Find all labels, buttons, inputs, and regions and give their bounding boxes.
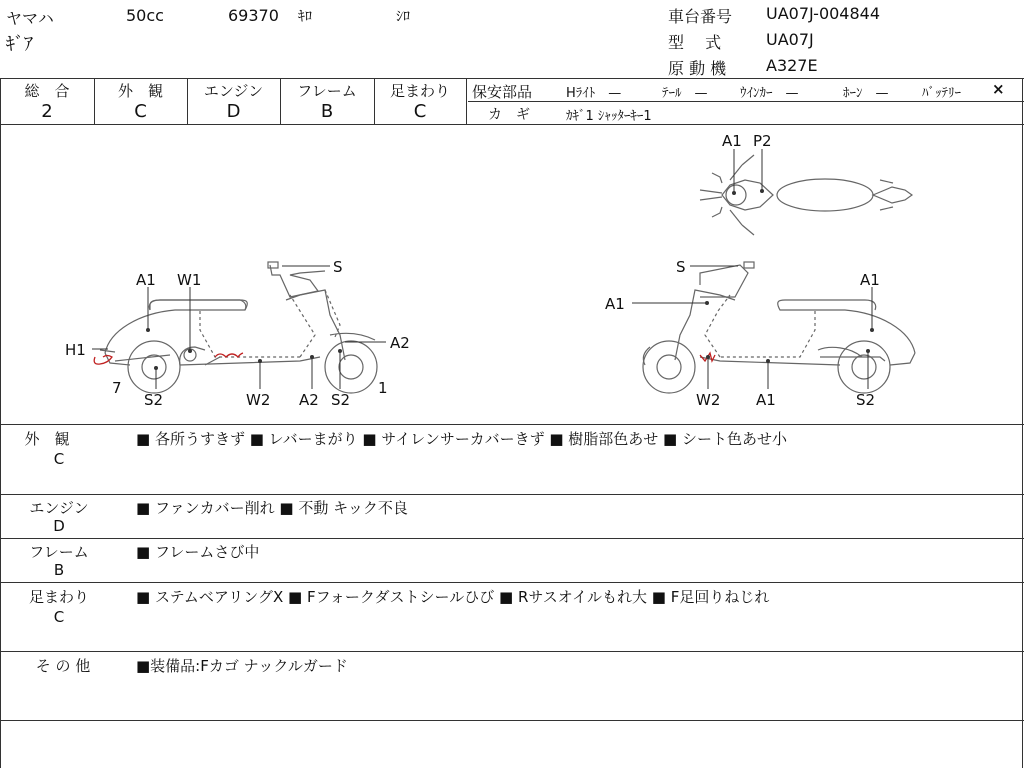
grade-engine-value: D (226, 101, 241, 122)
note-exterior-label: 外 観 (24, 430, 70, 448)
safety-horn: ﾎｰﾝ — (843, 86, 889, 101)
divider (0, 424, 1024, 425)
grade-exterior-label: 外 観 (117, 82, 163, 100)
note-engine-text: ■ ファンカバー削れ ■ 不動 キック不良 (136, 499, 408, 517)
safety-battery: ﾊﾞｯﾃﾘｰ (922, 86, 961, 101)
label-a1: A1 (722, 132, 742, 150)
grade-frame-value: B (320, 101, 334, 122)
model-code-label: 型 式 (668, 33, 722, 52)
grade-suspension-label: 足まわり (389, 82, 450, 100)
note-exterior-grade: C (53, 450, 65, 468)
safety-label: 保安部品 (472, 83, 533, 101)
note-engine-grade: D (53, 517, 65, 535)
mileage-unit: ｷﾛ (298, 9, 312, 25)
label-s: S (333, 258, 343, 276)
divider (0, 720, 1024, 721)
note-suspension-grade: C (53, 608, 65, 626)
grade-overall-label: 総 合 (24, 82, 70, 100)
label-h1: H1 (65, 341, 86, 359)
model-name: ｷﾞｱ (6, 34, 33, 55)
label-a1: A1 (756, 391, 776, 409)
safety-winker: ｳｲﾝｶｰ — (740, 86, 799, 101)
label-w2: W2 (696, 391, 721, 409)
maker: ヤマハ (6, 9, 54, 28)
engine-label: 原 動 機 (668, 59, 727, 78)
note-suspension-text: ■ ステムベアリングX ■ Fフォークダストシールひび ■ Rサスオイルもれ大 ■ F足回りねじれ (136, 588, 770, 606)
divider (466, 78, 467, 124)
key-label: カ ギ (488, 107, 530, 123)
mileage: 69370 (228, 6, 279, 25)
label-a2: A2 (299, 391, 319, 409)
note-exterior-text: ■ 各所うすきず ■ レバーまがり ■ サイレンサーカバーきず ■ 樹脂部色あせ ■ シート色あせ小 (136, 430, 788, 448)
label-s2: S2 (331, 391, 351, 409)
divider (0, 651, 1024, 652)
label-s2: S2 (144, 391, 164, 409)
note-frame-text: ■ フレームさび中 (136, 543, 260, 561)
scooter-top-view (700, 155, 912, 235)
note-frame-label: フレーム (29, 543, 89, 561)
frame-no-label: 車台番号 (668, 7, 733, 26)
label-a1: A1 (136, 271, 156, 289)
frame-no: UA07J-004844 (766, 4, 881, 23)
model-code: UA07J (766, 30, 814, 49)
divider (0, 582, 1024, 583)
divider (0, 494, 1024, 495)
color: ｼﾛ (396, 9, 410, 25)
damage-diagram (0, 125, 1024, 424)
label-a2: A2 (390, 334, 410, 352)
grade-exterior-value: C (134, 101, 147, 122)
safety-tail: ﾃｰﾙ — (662, 86, 708, 101)
note-other-text: ■装備品:Fカゴ ナックルガード (136, 657, 348, 675)
displacement: 50cc (126, 6, 164, 25)
label-7: 7 (112, 379, 122, 397)
label-w2: W2 (246, 391, 271, 409)
label-w1: W1 (177, 271, 202, 289)
label-1: 1 (378, 379, 388, 397)
divider (468, 101, 1024, 102)
battery-missing-mark: × (992, 80, 1005, 98)
safety-headlight: Hﾗｲﾄ — (566, 86, 622, 101)
divider (0, 538, 1024, 539)
note-other-label: そ の 他 (35, 657, 91, 675)
label-a1: A1 (860, 271, 880, 289)
grade-frame-label: フレーム (297, 82, 357, 100)
label-s2: S2 (856, 391, 876, 409)
note-suspension-label: 足まわり (28, 588, 89, 606)
note-engine-label: エンジン (29, 499, 89, 517)
grade-suspension-value: C (413, 101, 427, 122)
label-s: S (676, 258, 686, 276)
grade-engine-label: エンジン (203, 82, 264, 100)
label-p2: P2 (753, 132, 772, 150)
note-frame-grade: B (53, 561, 65, 579)
divider (0, 78, 1024, 79)
label-a1: A1 (605, 295, 625, 313)
key-value: ｶｷﾞ1 ｼｬｯﾀｰｷｰ1 (566, 109, 652, 124)
grade-overall-value: 2 (41, 101, 53, 122)
engine-code: A327E (766, 56, 818, 75)
